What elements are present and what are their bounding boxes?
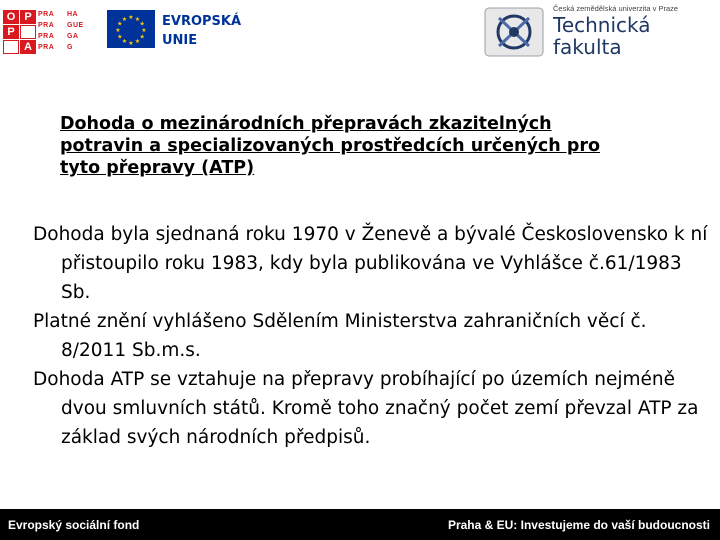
header-bar bbox=[0, 0, 720, 62]
footer-bar bbox=[0, 509, 720, 540]
svg-text:★: ★ bbox=[128, 40, 134, 47]
praha-word: G bbox=[67, 44, 73, 51]
praha-word: PRA bbox=[38, 11, 55, 18]
svg-text:★: ★ bbox=[141, 27, 147, 34]
svg-text:★: ★ bbox=[115, 27, 121, 34]
svg-text:★: ★ bbox=[128, 14, 134, 21]
tf-name-line1: Technická bbox=[553, 13, 651, 37]
svg-text:★: ★ bbox=[117, 20, 123, 28]
tf-faculty-name bbox=[553, 14, 651, 58]
tf-university-label: Česká zemědělská univerzita v Praze bbox=[553, 4, 679, 13]
eu-label-line1: EVROPSKÁ bbox=[162, 14, 242, 29]
slide-body bbox=[33, 220, 713, 452]
praha-word: HA bbox=[67, 11, 79, 18]
svg-text:★: ★ bbox=[134, 38, 141, 46]
slide-title-line3: tyto přepravy (ATP) bbox=[60, 158, 255, 178]
slide-title bbox=[60, 113, 710, 179]
praha-word: PRA bbox=[38, 44, 55, 51]
praha-word: GUE bbox=[67, 22, 84, 29]
svg-text:★: ★ bbox=[139, 33, 145, 41]
body-paragraph: Dohoda ATP se vztahuje na přepravy probíhající po územích nejméně dvou smluvních států. Kromě toho značný počet zemí převzal ATP za základ svých národních předpisů. bbox=[33, 369, 699, 448]
eu-flag-icon bbox=[107, 10, 155, 48]
opp-praha-logo bbox=[3, 10, 103, 52]
opp-letter: O bbox=[3, 10, 19, 24]
praha-word: GA bbox=[67, 33, 79, 40]
slide-title-line2: potravin a specializovaných prostředcích určených pro bbox=[60, 136, 601, 156]
body-paragraph: Dohoda byla sjednaná roku 1970 v Ženevě a bývalé Československo k ní přistoupilo roku 1983, kdy byla publikována ve Vyhlášce č.61/1983 Sb. bbox=[33, 224, 708, 303]
opp-letter: P bbox=[20, 10, 36, 24]
opp-letter bbox=[20, 25, 36, 39]
svg-text:★: ★ bbox=[139, 20, 145, 28]
eu-label bbox=[162, 12, 241, 50]
body-paragraph: Platné znění vyhlášeno Sdělením Ministerstva zahraničních věcí č. 8/2011 Sb.m.s. bbox=[33, 311, 647, 361]
praha-words bbox=[38, 10, 95, 53]
praha-word: PRA bbox=[38, 33, 55, 40]
eu-label-line2: UNIE bbox=[162, 33, 198, 48]
tf-emblem-icon bbox=[483, 6, 545, 58]
svg-text:★: ★ bbox=[121, 38, 128, 46]
slide-title-line1: Dohoda o mezinárodních přepravách zkazitelných bbox=[60, 114, 552, 134]
svg-text:★: ★ bbox=[121, 15, 128, 23]
praha-word: PRA bbox=[38, 22, 55, 29]
opp-letter: A bbox=[20, 40, 36, 54]
footer-right-text: Praha & EU: Investujeme do vaší budoucnosti bbox=[447, 518, 710, 532]
footer-left-text: Evropský sociální fond bbox=[8, 518, 140, 532]
svg-text:★: ★ bbox=[134, 15, 141, 23]
tf-name-line2: fakulta bbox=[553, 35, 622, 59]
opp-letter bbox=[3, 40, 19, 54]
svg-text:★: ★ bbox=[117, 33, 123, 41]
opp-letter: P bbox=[3, 25, 19, 39]
